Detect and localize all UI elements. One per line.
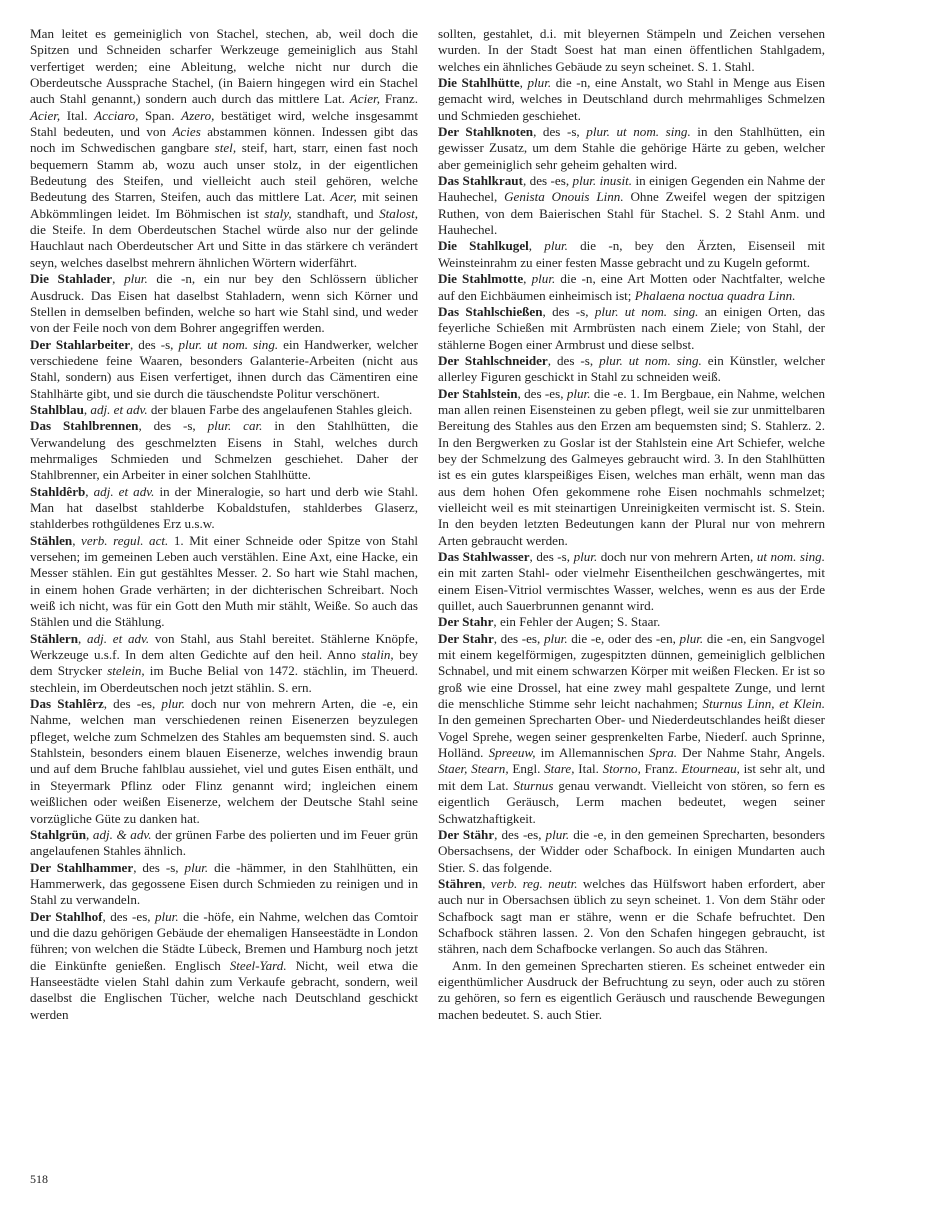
dictionary-entry [438,26,825,75]
entry-text: die -n, bey den Ärzten, Eisenseil mit Weinsteinrahm zu einer festen Masse gebracht und zu Kugeln geformt. [438,238,825,270]
page-number: 518 [30,1172,48,1186]
dictionary-entry [30,631,418,696]
entry-headword: Stählern [30,630,79,646]
entry-italic-text: Acciaro, [94,107,139,123]
dictionary-entry [438,304,825,353]
entry-text: , [83,401,91,417]
entry-text: , des -s, [133,859,185,875]
entry-italic-text: plur. [154,908,179,924]
dictionary-entry [438,271,825,304]
entry-text: doch nur von mehrern Arten, die -e, ein Nahme, welchen man verschiedenen reinen Eisenerzen beyzulegen pfleget, welche zum Schmelzen des Stahles am bequemsten sind. S. auch Stahlstein, besonders einem blauen Eisenerze, welches inwendig braun und auf dem Bruche fahlblau aussiehet, viel und gutes Eisen enthält, und in Steyermark Pflinz oder Flinz genannt wird; ingleichen einem weißlichen oder weißen Eisenerze, welchem der Deutsche Stahl seine vorzügliche Güte zu danken hat. [30,696,418,826]
dictionary-entry [30,860,418,909]
entry-italic-text: Acier, [349,91,380,107]
entry-italic-text: plur. [531,271,556,287]
entry-headword: Stählen [30,532,73,548]
entry-text: die -n, ein nur bey den Schlössern üblicher Ausdruck. Das Eisen hat daselbst Stahladern, wenn sich Körner und Stellen in demselben befinden, welche so hart wie Stahl sind, und weder von der Feile noch von dem Bohrer angegriffen werden. [30,271,419,336]
entry-headword: Das Stahlbrennen [30,418,139,434]
dictionary-entry [30,271,418,336]
entry-text: , [519,75,528,91]
entry-text: , [86,826,93,842]
entry-text: im Buche Belial von 1472. stächlin, im Theuerd. stechlein, im Oberdeutschen noch jetzt stählin. S. ern. [30,663,418,695]
dictionary-entry [30,337,418,402]
entry-text: ein Handwerker, welcher verschiedene feine Waaren, besonders Galanterie-Arbeiten (nicht aus Stahl, sondern) aus Eisen verfertiget, ihnen durch das Cämentiren eine Stahlhärte gibt, und sie durch die täuschendste Politur verschönert. [30,336,418,401]
entry-headword: Der Stahlhof [30,908,103,924]
dictionary-entry [438,124,825,173]
entry-headword: Der Stahr [438,630,494,646]
entry-headword: Das Stahlêrz [30,696,104,712]
entry-text: Nicht, weil etwa die Hanseestädte vielen Stahl dahin zum Verkaufe gebracht, sondern, weil daselbst die Englischen Tücher, welche nach Deutschland geschickt werden [30,957,418,1022]
entry-italic-text: plur. ut nom. sing. [594,303,699,319]
entry-headword: Die Stahlkugel [438,238,529,254]
entry-italic-text: plur. inusit. [572,173,632,189]
entry-italic-text: plur. car. [207,418,263,434]
entry-italic-text: staly, [264,205,292,221]
entry-text: genau verwandt. Vielleicht von stören, so fern es eigentlich Geräusch, Lerm machen bedeutet, wegen seiner Schwatzhaftigkeit. [438,777,826,826]
entry-text: in den Stahlhütten, ein gewisser Zusatz, um dem Stahle die gehörige Härte zu geben, welcher aber gemeiniglich sehr geheim gehalten wird. [438,124,826,172]
entry-text: Engl. [508,761,545,777]
entry-text: , des -es, [103,696,162,712]
entry-text: abstammen können. Indessen gibt das noch im Schwedischen gangbare [30,124,419,156]
entry-text: in einigen Gegenden ein Nahme der Hauhechel, [438,173,825,205]
entry-italic-text: Spra. [649,745,678,761]
entry-italic-text: stalin, [361,647,394,663]
entry-text: , des -es, [522,173,573,189]
entry-italic-text: adj. et adv. [87,630,150,646]
entry-text: die -e, in den gemeinen Sprecharten, besonders Obersachsens, der Widder oder Schafbock. In einigen Mundarten auch Stier. S. das folgende. [438,826,825,875]
dictionary-entry [438,238,825,271]
entry-italic-text: Acer, [330,189,357,205]
dictionary-entry [438,876,825,958]
entry-headword: Das Stahlkraut [438,173,523,189]
entry-text: Der Nahme Stahr, Angels. [677,745,825,761]
entry-text: bey dem Strycker [30,647,418,679]
entry-italic-text: plur. [543,630,568,646]
entry-italic-text: plur. [161,696,186,712]
entry-text: , des -es, [494,826,546,842]
entry-text: Anm. In den gemeinen Sprecharten stieren. Es scheinet entweder ein eigenthümlicher Ausdruck der Befruchtung zu seyn, oder auch zu stören zu gehören, so fern es eigentlich Geräusch und rauschende Bewegungen machen bedeutet. S. auch Stier. [438,957,825,1022]
entry-text: Ital. [574,761,603,777]
entry-italic-text: stelein, [107,663,145,679]
entry-italic-text: Spreeuw, [488,745,536,761]
entry-italic-text: plur. [566,385,591,401]
entry-text: , [78,630,88,646]
entry-italic-text: plur. [679,630,704,646]
entry-headword: Die Stahlhütte [438,75,520,91]
entry-text: In den gemeinen Sprecharten Ober- und Niederdeutschlandes heißt dieser Vogel Sprehe, wegen seiner gesprenkelten Farbe, Niederſ. auch Sprinne, Holländ. [438,712,825,761]
entry-italic-text: verb. regul. act. [81,532,169,548]
entry-italic-text: verb. reg. neutr. [490,875,578,891]
entry-text: mit seinen Abkömmlingen leidet. Im Böhmischen ist [30,189,418,221]
entry-text: die -n, eine Anstalt, wo Stahl in Menge aus Eisen gemacht wird, welches in Deutschland durch mehrmahliges Schmelzen und Schmieden geschiehet. [438,75,826,123]
entry-text: Franz. [640,761,682,777]
entry-italic-text: Sturnus [513,777,554,793]
dictionary-entry [30,696,418,827]
entry-headword: Die Stahlader [30,271,113,287]
entry-headword: Stahlblau [30,401,84,417]
dictionary-entry [438,631,825,827]
entry-text: , [482,875,491,891]
entry-italic-text: plur. [124,271,148,287]
entry-headword: Das Stahlwasser [438,549,530,564]
entry-headword: Stähren [438,875,483,891]
entry-italic-text: stel, [214,140,237,156]
entry-text: , des -es, [102,908,155,924]
entry-text: , des -es, [493,630,544,646]
entry-italic-text: Storno, [602,761,641,777]
entry-text: die -hämmer, in den Stahlhütten, ein Hammerwerk, das gegossene Eisen durch Schmieden zu reinigen und in Stahl zu verwandeln. [30,859,418,908]
entry-headword: Der Stahlstein [438,385,518,401]
entry-text: Franz. [379,91,418,107]
entry-text: , des -s, [529,549,574,564]
dictionary-entry [438,614,825,630]
entry-text: der grünen Farbe des polierten und im Feuer grün angelaufenen Stahles ähnlich. [30,826,419,859]
entry-text: Ital. [60,107,95,123]
entry-text: Span. [138,107,182,123]
entry-text: in den Stahlhütten, die Verwandelung des geschmelzten Eisens in Stahl, welches durch mehrmaliges Schmieden und Schmelzen geschiehet. Daher der Stahlbrenner, ein Arbeiter in einer solchen Stahlhütte. [30,418,419,483]
dictionary-entry [30,418,418,483]
entry-italic-text: Steel-Yard. [229,957,287,973]
entry-headword: Das Stahlschießen [438,303,543,319]
entry-italic-text: Staer, Stearn, [438,761,509,777]
entry-text: sollten, gestahlet, d.i. mit bleyernen Stämpeln und Zeichen versehen wurden. In der Stadt Soest hat man einen öffentlichen Stahlgadem, welches ein ähnliches Gebäude zu seyn scheinet. S. 1. Stahl. [438,26,825,74]
dictionary-entry [30,909,418,1023]
entry-italic-text: plur. [544,238,568,254]
entry-text: welches das Hülfswort haben erfordert, aber auch nur in Obersachsen üblich zu seyn scheinet. 1. Von dem Stähr oder Schafbock sagt man er stähre, wenn er die Schafe befruchtet. Den Schafbock stähren lassen. 2. Von den Schafen hingegen gebraucht, ist stähren, nach dem Schafbocke verlangen. So auch das Stähren. [438,875,825,957]
entry-italic-text: plur. ut nom. sing. [586,124,691,140]
entry-headword: Stahlgrün [30,826,87,842]
dictionary-entry [438,958,825,1023]
entry-text: , [85,483,94,499]
dictionary-entry [438,549,825,614]
dictionary-entry [438,173,825,238]
dictionary-entry [30,827,418,860]
right-column [438,26,825,1023]
entry-text: , ein Fehler der Augen; S. Staar. [493,614,661,630]
entry-headword: Der Stahlarbeiter [30,336,131,352]
left-column [30,26,418,1023]
entry-italic-text: Acier, [30,107,61,123]
dictionary-entry [30,484,418,533]
entry-text: von Stahl, aus Stahl bereitet. Stählerne Knöpfe, Werkzeuge u.s.f. In dem alten Gedichte auf den heil. Anno [30,630,418,663]
entry-text: im Allemannischen [535,745,650,761]
entry-text: 1. Mit einer Schneide oder Spitze von Stahl versehen; im gemeinen Leben auch verstählen. Eine Axt, eine Hacke, ein Messer stählen. Ein gut gestähltes Messer. 2. So hart wie Stahl machen, in einem hohen Grade verhärten; in der dichterischen Schreibart. Noch weiß ich nicht, was für ein Gott den Muth mir stählt, Weiße. So auch das Stählen und die Stählung. [30,532,418,630]
entry-text: , [72,532,82,548]
entry-text: , [528,238,545,254]
entry-italic-text: Sturnus Linn, et Klein. [702,696,825,712]
entry-italic-text: Stare, [544,761,575,777]
entry-text: bestätiget wird, welche insgesammt Stahl bedeuten, und von [30,107,418,140]
entry-text: in der Mineralogie, so hart und derb wie Stahl. Man hat daselbst stahlderbe Kobaldstufen, stahlderbes Glaserz, stahlderbes rothgüldenes Erz u.s.w. [30,483,418,532]
entry-italic-text: plur. [545,826,570,842]
entry-text: die -n, eine Art Motten oder Nachtfalter, welche auf den Eichbäumen einheimisch ist; [438,271,826,303]
entry-text: die -e, oder des -en, [567,630,680,646]
entry-text: Man leitet es gemeiniglich von Stachel, stechen, ab, weil doch die Spitzen und Schneiden scharfer Werkzeuge gemeiniglich aus Stahl verfertiget werden; eine Ableitung, welche nicht nur durch die Oberdeutsche Aussprache Stachel, (in Baiern hingegen wird ein Stachel auch Stahl genannt,) sondern auch durch das mittlere Lat. [30,26,418,107]
entry-headword: Die Stahlmotte [438,271,524,287]
entry-text: ein mit zarten Stahl- oder vielmehr Eisentheilchen geschwängertes, mit einem Eisen-Vitriol vermischtes Wasser, welches, wenn es aus der Erde quillet, auch Sauerbrunnen genannt wird. [438,565,825,614]
entry-headword: Der Stahlschneider [438,352,548,368]
dictionary-entry [438,353,825,386]
entry-text: die -e. 1. Im Bergbaue, ein Nahme, welchen man allen reinen Eisensteinen zu geben pflegt, weil sie zur unmittelbaren Bereitung des Stahles aus den Erzen am bequemsten sind; S. Stahlerz. 2. In den Bergwerken zu Goslar ist der Stahlstein eine Art Schiefer, welche bey der Schmelzung des Galmeyes gebraucht wird. 3. In den Stahlhütten ist es ein gutes klarspeißiges Eisen, welches man erhält, wenn man das aus dem hohen Ofen gekommene rohe Eisen nochmahls schmelzet; vielleicht weil es mit steinartigen Unreinigkeiten vermischt ist. S. Stein. In den beyden letzten Bedeutungen kann der Plural nur von mehrern Arten gebraucht werden. [438,385,826,548]
entry-text: ist sehr alt, und mit dem Lat. [438,761,825,793]
entry-italic-text: plur. ut nom. sing. [599,352,702,368]
entry-text: doch nur von mehrern Arten, [597,549,757,564]
entry-italic-text: adj. et adv. [90,401,148,417]
dictionary-entry [438,386,825,549]
entry-headword: Der Stahlhammer [30,859,134,875]
dictionary-entry [30,402,418,418]
entry-italic-text: Genista Onouis Linn. [504,189,624,205]
entry-headword: Der Stahlknoten [438,124,534,140]
entry-text: , des -es, [517,385,567,401]
entry-text: , des -s, [130,336,179,352]
entry-text: die Steife. In dem Oberdeutschen Stachel würde also nur der gelinde Hauchlaut nach Oberdeutscher Art und Sitte in das stärkere ch verändert seyn, welches daselbst mehrern ähnlichen Wörtern widerfährt. [30,222,418,270]
entry-text: , [112,271,125,287]
dictionary-entry [30,26,418,271]
entry-text: , des -s, [542,303,595,319]
entry-italic-text: plur. ut nom. sing. [178,336,279,352]
entry-headword: Stahldêrb [30,483,86,499]
entry-text: , des -s, [547,352,600,368]
entry-italic-text: Stalost, [379,205,418,221]
entry-italic-text: plur. [573,549,598,564]
entry-text: Ohne Zweifel wegen der spitzigen Ruthen, von dem Baierischen Stahl für Stachel. S. 2 Stahl Anm. und Hauhechel. [438,189,825,238]
entry-text: , des -s, [533,124,587,140]
entry-italic-text: adj. et adv. [93,483,155,499]
entry-text: standhaft, und [291,205,380,221]
dictionary-entry [438,75,825,124]
dictionary-entry [30,533,418,631]
entry-italic-text: Phalaena noctua quadra Linn. [634,287,796,303]
entry-text: der blauen Farbe des angelaufenen Stahles gleich. [147,401,413,417]
entry-headword: Der Stahr [438,614,494,630]
entry-headword: Der Stähr [438,826,495,842]
entry-italic-text: Azero, [181,107,215,123]
entry-italic-text: plur. [527,75,552,91]
entry-text: , des -s, [138,418,208,434]
entry-text: an einigen Orten, das feyerliche Schießen mit Armbrüsten nach einem Ziele; von Stahl, der stählerne Bogen einer Armbrust und diese selbst. [438,303,826,352]
entry-text: , [523,271,532,287]
entry-text: die -höfe, ein Nahme, welchen das Comtoir und die dazu gehörigen Gebäude der ehemaligen Hanseestädte in London führen; von welchen die Städte Lübeck, Bremen und Hamburg noch jetzt die Einkünfte genießen. Englisch [30,908,418,973]
entry-text: die -en, ein Sangvogel mit einem kegelförmigen, zugespitzten dünnen, gemeiniglich gelblichen Schnabel, und mit einem schwarzen Körper mit weißen Flecken. Er ist so groß wie eine Drossel, hat eine zwey mahl gespaltete Zunge, und lernt die menschliche Stimme sehr leicht nachahmen; [438,630,825,712]
entry-italic-text: Etourneau, [681,761,740,777]
entry-text: steif, hart, starr, einen fast noch bequemern Stamm ab, wozu auch unser stolz, in der eigentlichen Bedeutung des Steifen, und vielleicht auch steil gehören, welche Bedeutung des Starren, Steifen, auch das mittlere Lat. [30,140,418,205]
dictionary-entry [438,827,825,876]
entry-italic-text: ut nom. sing. [756,549,825,564]
entry-italic-text: Acies [172,124,201,140]
entry-italic-text: plur. [184,859,209,875]
entry-italic-text: adj. & adv. [92,826,152,842]
entry-text: ein Künstler, welcher allerley Figuren geschickt in Stahl zu schneiden weiß. [438,352,825,385]
